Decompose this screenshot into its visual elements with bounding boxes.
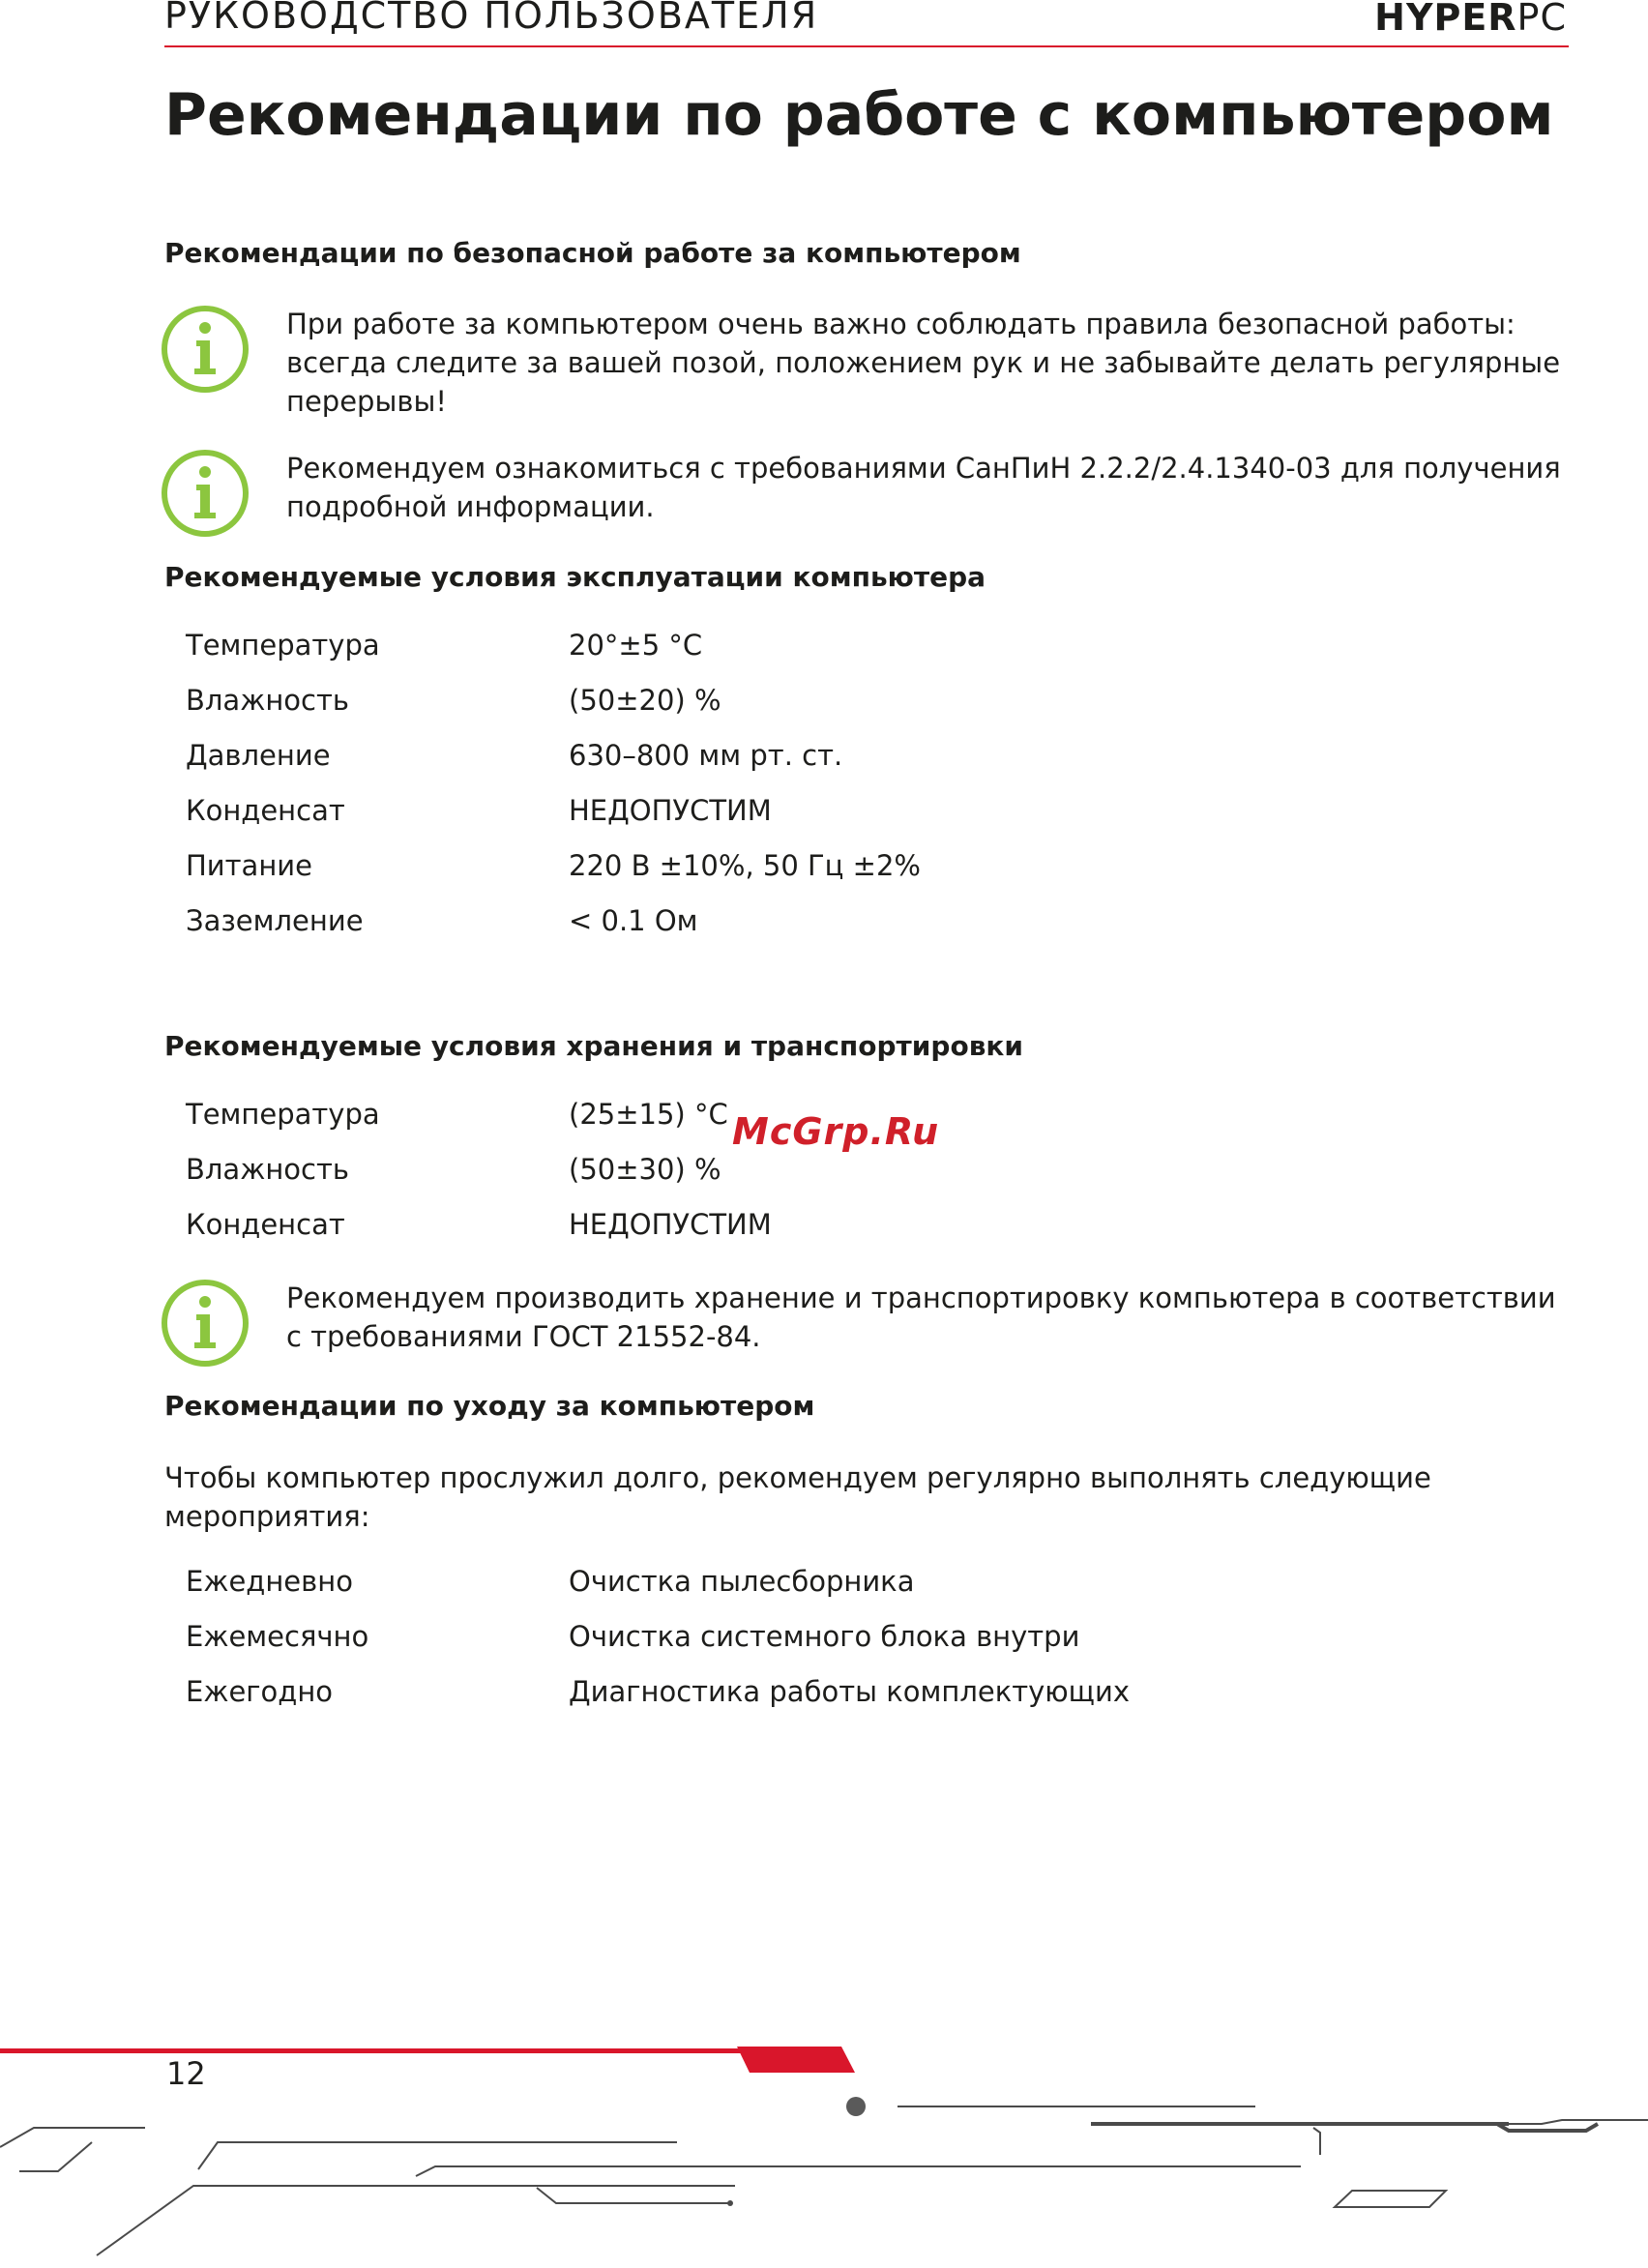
row-label: Питание [186, 849, 312, 882]
row-value: Очистка пылесборника [569, 1565, 915, 1598]
table-row [186, 1208, 1153, 1263]
row-label: Влажность [186, 684, 349, 717]
row-value: Очистка системного блока внутри [569, 1620, 1080, 1653]
info-icon [161, 449, 250, 538]
row-label: Заземление [186, 904, 364, 937]
safety-note-1 [161, 305, 1573, 418]
storage-note-text: Рекомендуем производить хранение и транспортировку компьютера в соответствии с требованиями ГОСТ 21552-84. [286, 1281, 1556, 1353]
table-row [186, 1098, 1153, 1153]
row-label: Температура [186, 629, 380, 662]
table-row [186, 1153, 1153, 1208]
row-label: Влажность [186, 1153, 349, 1186]
table-row [186, 849, 1153, 904]
hyperpc-logo [1374, 0, 1567, 39]
row-value: Диагностика работы комплектующих [569, 1675, 1130, 1708]
row-value: 220 В ±10%, 50 Гц ±2% [569, 849, 921, 882]
storage-conditions-table [186, 1098, 1153, 1263]
row-value: НЕДОПУСТИМ [569, 794, 772, 827]
storage-note [161, 1279, 1573, 1368]
table-row [186, 794, 1153, 849]
info-icon [161, 305, 250, 394]
table-row [186, 904, 1153, 959]
care-heading: Рекомендации по уходу за компьютером [164, 1390, 815, 1422]
table-row [186, 739, 1153, 794]
info-icon [161, 1279, 250, 1368]
table-row [186, 684, 1153, 739]
row-value: НЕДОПУСТИМ [569, 1208, 772, 1241]
page-title: Рекомендации по работе с компьютером [164, 81, 1554, 149]
table-row [186, 1675, 1153, 1730]
row-value: 630–800 мм рт. ст. [569, 739, 843, 772]
logo-bold-part: HYPER [1374, 0, 1517, 39]
row-label: Температура [186, 1098, 380, 1131]
page-number: 12 [166, 2055, 206, 2092]
footer-circuit-decoration [0, 2031, 1648, 2268]
row-value: 20°±5 °С [569, 629, 703, 662]
table-row [186, 1620, 1153, 1675]
row-value: (50±30) % [569, 1153, 721, 1186]
row-value: (25±15) °С [569, 1098, 728, 1131]
table-row [186, 629, 1153, 684]
row-label: Давление [186, 739, 331, 772]
running-title: РУКОВОДСТВО ПОЛЬЗОВАТЕЛЯ [164, 0, 819, 37]
row-value: < 0.1 Ом [569, 904, 698, 937]
watermark: McGrp.Ru [732, 1110, 940, 1153]
operation-conditions-table [186, 629, 1153, 959]
row-label: Конденсат [186, 1208, 345, 1241]
safety-note-2 [161, 449, 1573, 538]
table-row [186, 1565, 1153, 1620]
row-value: (50±20) % [569, 684, 721, 717]
header-rule [164, 45, 1569, 47]
safety-heading: Рекомендации по безопасной работе за компьютером [164, 237, 1021, 269]
row-label: Ежегодно [186, 1675, 334, 1708]
safety-note-text: Рекомендуем ознакомиться с требованиями СанПиН 2.2.2/2.4.1340-03 для получения подробной информации. [286, 452, 1561, 523]
care-intro: Чтобы компьютер прослужил долго, рекомендуем регулярно выполнять следующие мероприятия: [164, 1461, 1431, 1533]
row-label: Конденсат [186, 794, 345, 827]
row-label: Ежедневно [186, 1565, 353, 1598]
row-label: Ежемесячно [186, 1620, 369, 1653]
logo-light-part: PC [1516, 0, 1567, 39]
care-schedule-table [186, 1565, 1153, 1730]
operation-heading: Рекомендуемые условия эксплуатации компьютера [164, 561, 986, 593]
storage-heading: Рекомендуемые условия хранения и транспортировки [164, 1030, 1024, 1062]
safety-note-text: При работе за компьютером очень важно соблюдать правила безопасной работы: всегда следите за вашей позой, положением рук и не забывайте делать регулярные перерывы! [286, 308, 1561, 418]
